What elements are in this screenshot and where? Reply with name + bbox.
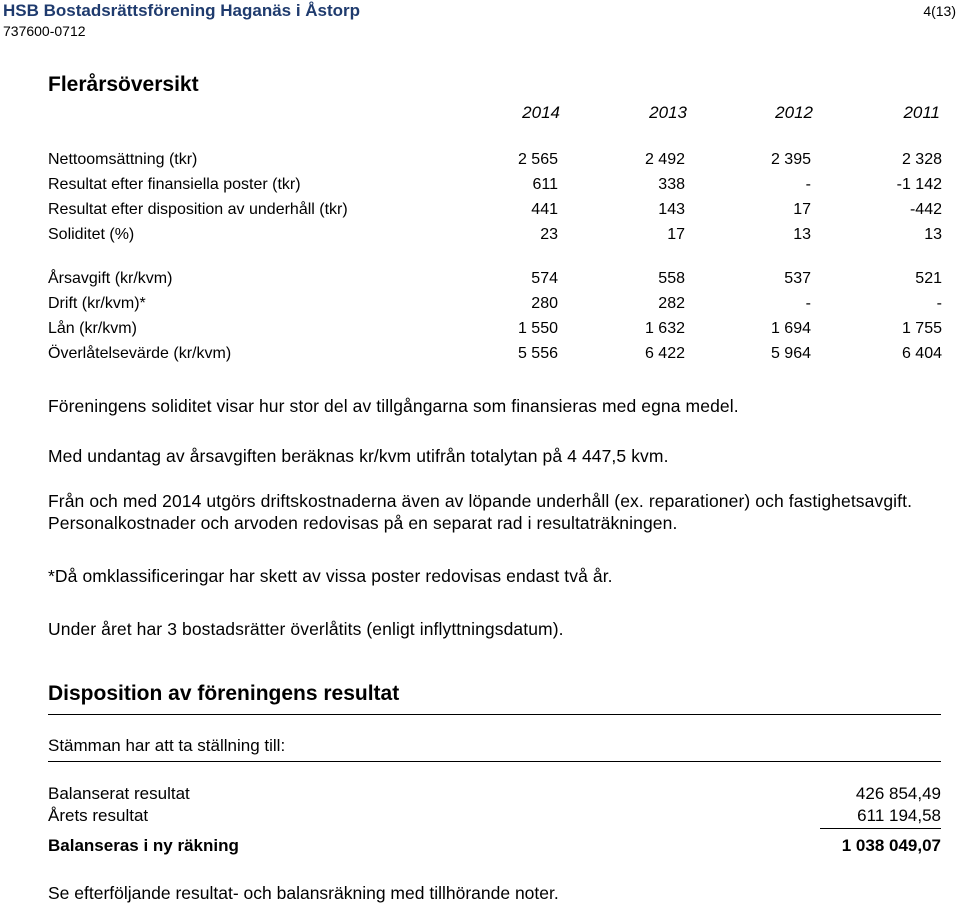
table-row — [48, 176, 942, 198]
disposition-total-label: Balanseras i ny räkning — [48, 836, 239, 855]
cell-value: - — [805, 295, 811, 312]
cell-value: 611 — [532, 176, 558, 193]
cell-value: 1 550 — [517, 320, 558, 337]
cell-value: -1 142 — [896, 176, 942, 193]
year-header: 2014 — [522, 103, 560, 122]
cell-value: 23 — [540, 226, 558, 243]
row-label: Årsavgift (kr/kvm) — [48, 270, 173, 287]
cell-value: 338 — [658, 176, 685, 193]
cell-value: 13 — [924, 226, 942, 243]
cell-value: 1 694 — [770, 320, 811, 337]
cell-value: 143 — [658, 201, 685, 218]
disposition-value: 426 854,49 — [855, 784, 941, 803]
cell-value: - — [805, 176, 811, 193]
row-label: Resultat efter finansiella poster (tkr) — [48, 176, 301, 193]
disposition-row — [48, 784, 941, 806]
footer-note: Se efterföljande resultat- och balansräkning med tillhörande noter. — [48, 883, 559, 903]
row-label: Lån (kr/kvm) — [48, 320, 137, 337]
cell-value: - — [936, 295, 942, 312]
disposition-total-value: 1 038 049,07 — [841, 836, 941, 855]
page-number: 4(13) — [923, 3, 956, 19]
cell-value: 521 — [915, 270, 942, 287]
divider — [48, 714, 941, 715]
row-label: Överlåtelsevärde (kr/kvm) — [48, 345, 232, 362]
section-title-overview: Flerårsöversikt — [48, 73, 199, 96]
organization-number: 737600-0712 — [3, 23, 86, 39]
table-row — [48, 320, 942, 342]
cell-value: 17 — [793, 201, 811, 218]
cell-value: -442 — [909, 201, 942, 218]
disposition-label: Årets resultat — [48, 806, 149, 825]
cell-value: 2 395 — [770, 151, 811, 168]
cell-value: 2 328 — [901, 151, 942, 168]
note-soliditet: Föreningens soliditet visar hur stor del av tillgångarna som finansieras med egna medel. — [48, 396, 739, 416]
cell-value: 17 — [667, 226, 685, 243]
year-header: 2012 — [775, 103, 813, 122]
cell-value: 574 — [531, 270, 558, 287]
year-header: 2011 — [903, 103, 940, 122]
cell-value: 6 422 — [644, 345, 685, 362]
disposition-total-row — [48, 836, 941, 858]
sum-underline — [820, 828, 941, 829]
row-label: Soliditet (%) — [48, 226, 135, 243]
disposition-label: Balanserat resultat — [48, 784, 190, 803]
section-title-disposition: Disposition av föreningens resultat — [48, 682, 400, 705]
organization-name: HSB Bostadsrättsförening Haganäs i Åstorp — [3, 1, 361, 20]
cell-value: 558 — [658, 270, 685, 287]
disposition-row — [48, 806, 941, 828]
year-header: 2013 — [649, 103, 687, 122]
cell-value: 1 632 — [644, 320, 685, 337]
cell-value: 537 — [784, 270, 811, 287]
cell-value: 5 556 — [517, 345, 558, 362]
note-area-basis: Med undantag av årsavgiften beräknas kr/kvm utifrån totalytan på 4 447,5 kvm. — [48, 446, 669, 466]
cell-value: 2 565 — [517, 151, 558, 168]
row-label: Drift (kr/kvm)* — [48, 295, 146, 312]
cell-value: 441 — [531, 201, 558, 218]
cell-value: 13 — [793, 226, 811, 243]
table-row — [48, 151, 942, 173]
row-label: Resultat efter disposition av underhåll (tkr) — [48, 201, 348, 218]
table-row — [48, 345, 942, 367]
table-row — [48, 201, 942, 223]
table-row — [48, 226, 942, 248]
note-operating-costs: Från och med 2014 utgörs driftskostnaderna även av löpande underhåll (ex. reparationer) och fastighetsavgift. Personalkostnader och arvoden redovisas på en separat rad i resultaträkningen. — [48, 491, 913, 533]
disposition-intro: Stämman har att ta ställning till: — [48, 736, 286, 755]
divider — [48, 761, 941, 762]
cell-value: 2 492 — [644, 151, 685, 168]
cell-value: 1 755 — [901, 320, 942, 337]
note-transfers: Under året har 3 bostadsrätter överlåtits (enligt inflyttningsdatum). — [48, 619, 564, 639]
cell-value: 5 964 — [770, 345, 811, 362]
cell-value: 282 — [658, 295, 685, 312]
table-row — [48, 295, 942, 317]
cell-value: 6 404 — [901, 345, 942, 362]
note-reclassification: *Då omklassificeringar har skett av vissa poster redovisas endast två år. — [48, 566, 613, 586]
row-label: Nettoomsättning (tkr) — [48, 151, 198, 168]
cell-value: 280 — [531, 295, 558, 312]
disposition-value: 611 194,58 — [857, 806, 941, 825]
table-row — [48, 270, 942, 292]
